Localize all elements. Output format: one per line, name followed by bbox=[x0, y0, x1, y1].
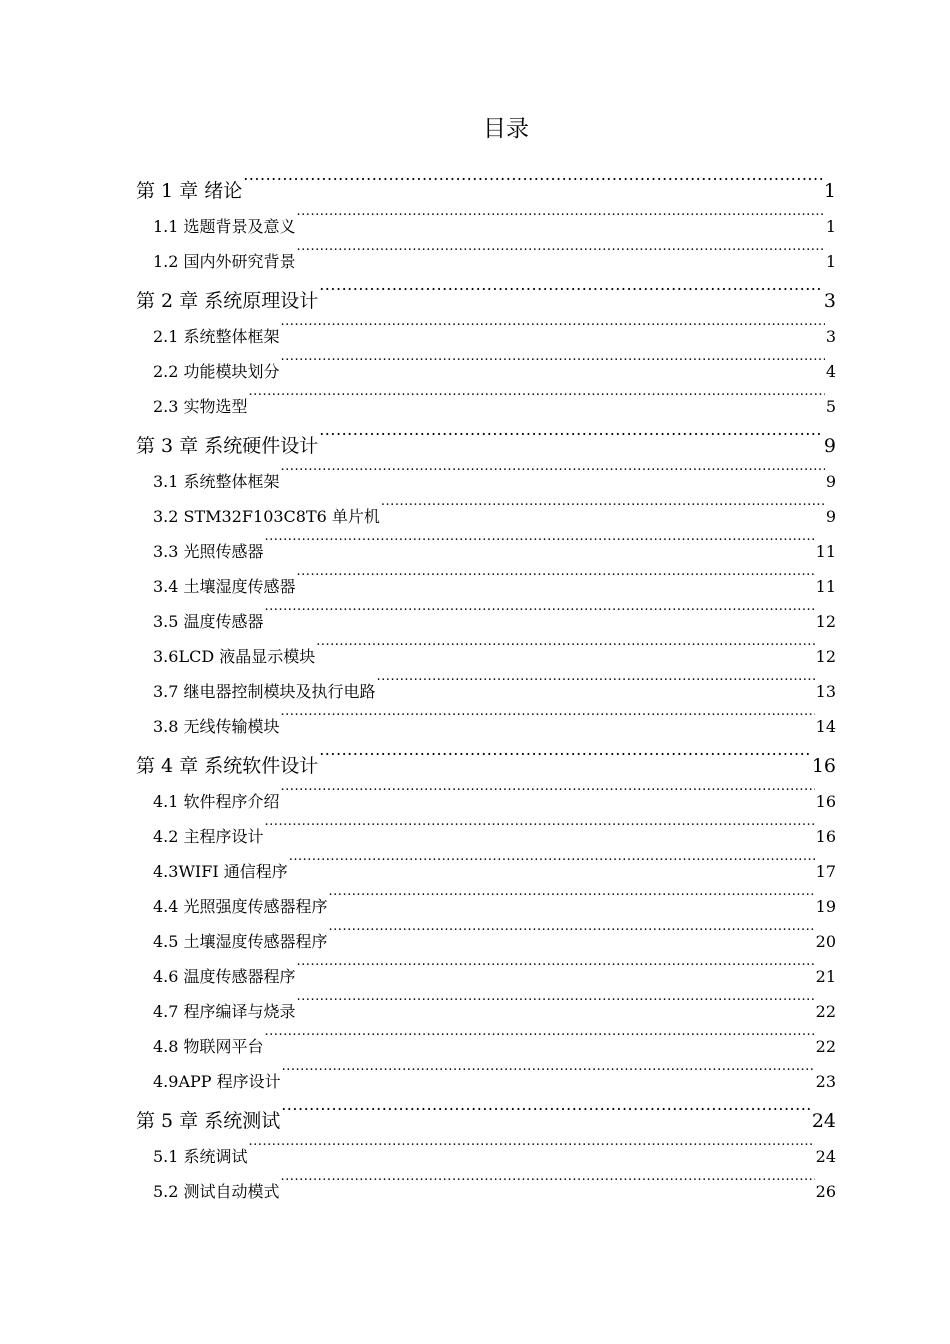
toc-section-entry[interactable] bbox=[153, 777, 836, 811]
toc-page-number: 4 bbox=[825, 362, 836, 381]
toc-entry-label: 1.2 国内外研究背景 bbox=[153, 252, 296, 271]
toc-dot-leader bbox=[265, 527, 815, 557]
toc-section-entry[interactable] bbox=[153, 632, 836, 666]
toc-entry-label: 3.7 继电器控制模块及执行电路 bbox=[153, 682, 376, 701]
toc-section-entry[interactable] bbox=[153, 597, 836, 631]
toc-entry-label: 4.4 光照强度传感器程序 bbox=[153, 897, 328, 916]
toc-chapter-entry[interactable] bbox=[136, 738, 836, 777]
toc-dot-leader bbox=[281, 777, 815, 807]
toc-dot-leader bbox=[319, 738, 811, 772]
toc-dot-leader bbox=[249, 1132, 815, 1162]
toc-section-entry[interactable] bbox=[153, 1132, 836, 1166]
toc-section-entry[interactable] bbox=[153, 702, 836, 736]
toc-chapter-entry[interactable] bbox=[136, 1093, 836, 1132]
toc-section-entry[interactable] bbox=[153, 812, 836, 846]
toc-section-entry[interactable] bbox=[153, 237, 836, 271]
toc-section-entry[interactable] bbox=[153, 312, 836, 346]
toc-dot-leader bbox=[249, 382, 825, 412]
toc-section-entry[interactable] bbox=[153, 457, 836, 491]
toc-entry-label: 第 5 章 系统测试 bbox=[136, 1110, 281, 1132]
toc-page-number: 13 bbox=[815, 682, 836, 701]
toc-entry-label: 4.6 温度传感器程序 bbox=[153, 967, 296, 986]
toc-section-entry[interactable] bbox=[153, 562, 836, 596]
toc-entry-label: 3.1 系统整体框架 bbox=[153, 472, 280, 491]
toc-page-number: 21 bbox=[815, 967, 836, 986]
toc-section-entry[interactable] bbox=[153, 952, 836, 986]
toc-entry-label: 4.8 物联网平台 bbox=[153, 1037, 264, 1056]
toc-page-number: 9 bbox=[823, 435, 836, 457]
toc-entry-label: 第 3 章 系统硬件设计 bbox=[136, 435, 319, 457]
toc-entry-label: 4.7 程序编译与烧录 bbox=[153, 1002, 296, 1021]
toc-title: 目录 bbox=[483, 116, 529, 142]
toc-dot-leader bbox=[297, 987, 815, 1017]
toc-dot-leader bbox=[297, 952, 815, 982]
toc-dot-leader bbox=[381, 492, 825, 522]
toc-dot-leader bbox=[281, 1167, 815, 1197]
toc-entry-label: 5.2 测试自动模式 bbox=[153, 1182, 280, 1201]
toc-dot-leader bbox=[265, 597, 815, 627]
toc-section-entry[interactable] bbox=[153, 202, 836, 236]
toc-dot-leader bbox=[281, 1093, 811, 1127]
toc-page-number: 17 bbox=[815, 862, 836, 881]
toc-dot-leader bbox=[377, 667, 815, 697]
toc-chapter-entry[interactable] bbox=[136, 163, 836, 202]
toc-dot-leader bbox=[281, 702, 815, 732]
toc-page-number: 16 bbox=[815, 792, 836, 811]
toc-page-number: 1 bbox=[823, 180, 836, 202]
toc-dot-leader bbox=[281, 457, 825, 487]
toc-page-number: 3 bbox=[825, 327, 836, 346]
toc-dot-leader bbox=[329, 882, 815, 912]
toc-entry-label: 4.2 主程序设计 bbox=[153, 827, 264, 846]
toc-page-number: 5 bbox=[825, 397, 836, 416]
toc-entry-label: 第 1 章 绪论 bbox=[136, 180, 243, 202]
toc-page-number: 11 bbox=[815, 577, 836, 596]
toc-section-entry[interactable] bbox=[153, 987, 836, 1021]
toc-section-entry[interactable] bbox=[153, 1167, 836, 1201]
toc-page-number: 26 bbox=[815, 1182, 836, 1201]
toc-entry-label: 4.3WIFI 通信程序 bbox=[153, 862, 288, 881]
toc-entry-label: 5.1 系统调试 bbox=[153, 1147, 248, 1166]
toc-section-entry[interactable] bbox=[153, 917, 836, 951]
toc-entry-label: 4.5 土壤湿度传感器程序 bbox=[153, 932, 328, 951]
toc-entry-label: 4.1 软件程序介绍 bbox=[153, 792, 280, 811]
toc-page-number: 14 bbox=[815, 717, 836, 736]
toc-page-number: 23 bbox=[815, 1072, 836, 1091]
toc-page-number: 1 bbox=[825, 252, 836, 271]
toc-page-number: 24 bbox=[811, 1110, 836, 1132]
toc-entry-label: 第 2 章 系统原理设计 bbox=[136, 290, 319, 312]
toc-section-entry[interactable] bbox=[153, 1057, 836, 1091]
toc-page-number: 20 bbox=[815, 932, 836, 951]
toc-page-number: 12 bbox=[815, 612, 836, 631]
toc-dot-leader bbox=[297, 562, 815, 592]
toc-page-number: 12 bbox=[815, 647, 836, 666]
toc-chapter-entry[interactable] bbox=[136, 418, 836, 457]
toc-page-number: 16 bbox=[811, 755, 836, 777]
toc-page-number: 11 bbox=[815, 542, 836, 561]
toc-entry-label: 2.1 系统整体框架 bbox=[153, 327, 280, 346]
toc-dot-leader bbox=[297, 202, 825, 232]
toc-page-number: 3 bbox=[823, 290, 836, 312]
toc-dot-leader bbox=[316, 632, 814, 662]
toc-chapter-entry[interactable] bbox=[136, 273, 836, 312]
toc-dot-leader bbox=[281, 312, 825, 342]
toc-page-number: 22 bbox=[815, 1037, 836, 1056]
toc-entry-label: 3.4 土壤湿度传感器 bbox=[153, 577, 296, 596]
toc-dot-leader bbox=[265, 812, 815, 842]
toc-page-number: 16 bbox=[815, 827, 836, 846]
toc-section-entry[interactable] bbox=[153, 1022, 836, 1056]
toc-section-entry[interactable] bbox=[153, 492, 836, 526]
toc-dot-leader bbox=[281, 347, 825, 377]
toc-entry-label: 第 4 章 系统软件设计 bbox=[136, 755, 319, 777]
toc-dot-leader bbox=[282, 1057, 815, 1087]
toc-dot-leader bbox=[289, 847, 815, 877]
toc-page-number: 22 bbox=[815, 1002, 836, 1021]
toc-entry-label: 3.3 光照传感器 bbox=[153, 542, 264, 561]
toc-section-entry[interactable] bbox=[153, 882, 836, 916]
toc-dot-leader bbox=[297, 237, 825, 267]
toc-entry-label: 3.2 STM32F103C8T6 单片机 bbox=[153, 507, 380, 526]
toc-dot-leader bbox=[319, 418, 823, 452]
toc-section-entry[interactable] bbox=[153, 382, 836, 416]
toc-page-number: 9 bbox=[825, 472, 836, 491]
toc-entry-label: 3.6LCD 液晶显示模块 bbox=[153, 647, 316, 666]
toc-dot-leader bbox=[243, 163, 823, 197]
toc-page-number: 24 bbox=[815, 1147, 836, 1166]
toc-entry-label: 4.9APP 程序设计 bbox=[153, 1072, 281, 1091]
toc-entry-label: 2.2 功能模块划分 bbox=[153, 362, 280, 381]
toc-entry-label: 2.3 实物选型 bbox=[153, 397, 248, 416]
toc-entry-label: 3.5 温度传感器 bbox=[153, 612, 264, 631]
toc-section-entry[interactable] bbox=[153, 527, 836, 561]
toc-dot-leader bbox=[319, 273, 823, 307]
toc-page-number: 1 bbox=[825, 217, 836, 236]
toc-dot-leader bbox=[265, 1022, 815, 1052]
toc-page-number: 19 bbox=[815, 897, 836, 916]
toc-page-number: 9 bbox=[825, 507, 836, 526]
toc-section-entry[interactable] bbox=[153, 347, 836, 381]
toc-dot-leader bbox=[329, 917, 815, 947]
toc-entry-label: 1.1 选题背景及意义 bbox=[153, 217, 296, 236]
toc-entry-label: 3.8 无线传输模块 bbox=[153, 717, 280, 736]
toc-section-entry[interactable] bbox=[153, 667, 836, 701]
toc-section-entry[interactable] bbox=[153, 847, 836, 881]
